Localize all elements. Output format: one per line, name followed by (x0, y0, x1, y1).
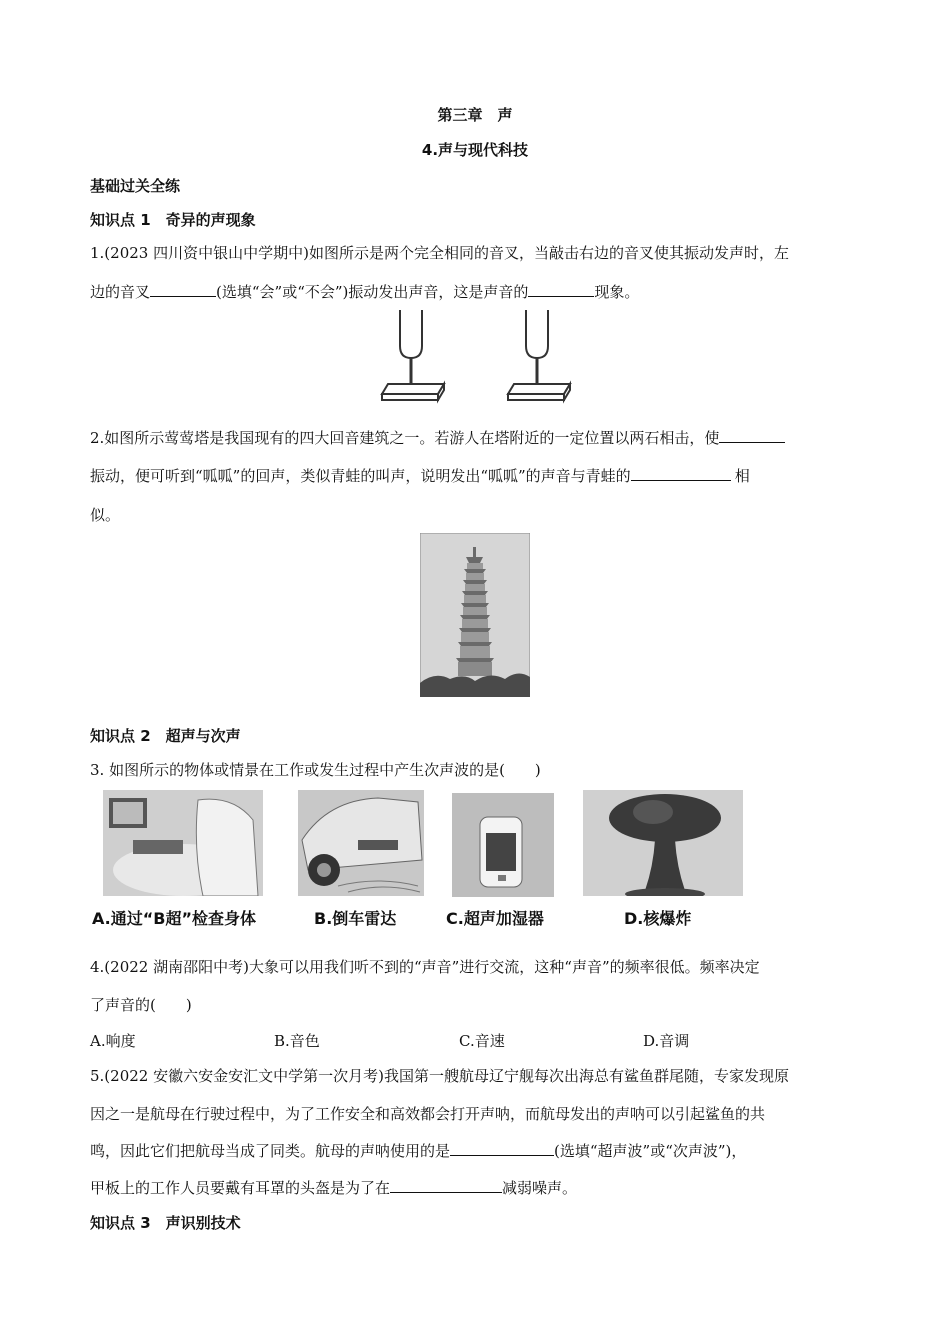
knowledge-point-3: 知识点 3 声识别技术 (90, 1214, 241, 1232)
q3-stem: 3. 如图所示的物体或情景在工作或发生过程中产生次声波的是( ) (90, 761, 541, 779)
tuning-forks-figure (378, 308, 574, 404)
q2-text-a: 2.如图所示莺莺塔是我国现有的四大回音建筑之一。若游人在塔附近的一定位置以两石相击，使 (90, 429, 720, 447)
option-b-image (298, 790, 424, 896)
option-c-caption: C.超声加湿器 (446, 909, 544, 928)
tuning-fork-right (508, 310, 570, 400)
knowledge-point-2: 知识点 2 超声与次声 (90, 727, 241, 745)
q5-text-c: 甲板上的工作人员要戴有耳罩的头盔是为了在 (90, 1179, 391, 1197)
q5-line3 (90, 1141, 860, 1161)
option-d-image (583, 790, 743, 896)
q1-blank-2[interactable] (528, 282, 594, 297)
q5-blank-2[interactable] (390, 1178, 502, 1193)
q1-text-a: 边的音叉 (90, 283, 151, 301)
q5-line4 (90, 1178, 860, 1198)
practice-title: 基础过关全练 (90, 177, 181, 195)
option-d-caption: D.核爆炸 (624, 909, 692, 928)
q2-line2 (90, 466, 860, 486)
q1-line2 (90, 282, 860, 302)
q4-line1: 4.(2022 湖南邵阳中考)大象可以用我们听不到的“声音”进行交流，这种“声音”的频率很低。频率决定 (90, 958, 760, 976)
section-title: 4.声与现代科技 (421, 141, 529, 159)
option-c-image (452, 793, 554, 897)
q2-text-c: 相 (734, 467, 750, 485)
q2-line1 (90, 428, 860, 448)
q1-line1: 1.(2023 四川资中银山中学期中)如图所示是两个完全相同的音叉，当敲击右边的音叉使其振动发声时，左 (90, 244, 789, 262)
option-a-caption: A.通过“B超”检查身体 (92, 909, 256, 928)
q4-option-d[interactable]: D.音调 (643, 1032, 690, 1050)
q5-text-a: 鸣，因此它们把航母当成了同类。航母的声呐使用的是 (90, 1142, 451, 1160)
q5-line2: 因之一是航母在行驶过程中，为了工作安全和高效都会打开声呐，而航母发出的声呐可以引起鲨鱼的共 (90, 1105, 766, 1123)
option-a-image (103, 790, 263, 896)
q1-blank-1[interactable] (150, 282, 216, 297)
tuning-fork-left (382, 310, 444, 400)
q5-text-d: 减弱噪声。 (502, 1179, 578, 1197)
q4-line2: 了声音的( ) (90, 996, 192, 1014)
q2-line3: 似。 (90, 506, 121, 524)
q1-text-c: 现象。 (594, 283, 640, 301)
q2-blank-1[interactable] (719, 428, 785, 443)
q5-line1: 5.(2022 安徽六安金安汇文中学第一次月考)我国第一艘航母辽宁舰每次出海总有鲨鱼群尾随，专家发现原 (90, 1067, 789, 1085)
q4-option-c[interactable]: C.音速 (459, 1032, 505, 1050)
q4-option-a[interactable]: A.响度 (90, 1032, 136, 1050)
q5-blank-1[interactable] (450, 1141, 554, 1156)
q5-text-b: (选填“超声波”或“次声波”)， (554, 1142, 747, 1160)
chapter-title: 第三章 声 (437, 106, 513, 124)
q1-text-b: (选填“会”或“不会”)振动发出声音，这是声音的 (216, 283, 529, 301)
knowledge-point-1: 知识点 1 奇异的声现象 (90, 211, 256, 229)
q2-text-b: 振动，便可听到“呱呱”的回声，类似青蛙的叫声，说明发出“呱呱”的声音与青蛙的 (90, 467, 631, 485)
q4-option-b[interactable]: B.音色 (274, 1032, 320, 1050)
q2-blank-2[interactable] (631, 466, 731, 481)
option-b-caption: B.倒车雷达 (314, 909, 397, 928)
pagoda-photo (420, 533, 530, 697)
